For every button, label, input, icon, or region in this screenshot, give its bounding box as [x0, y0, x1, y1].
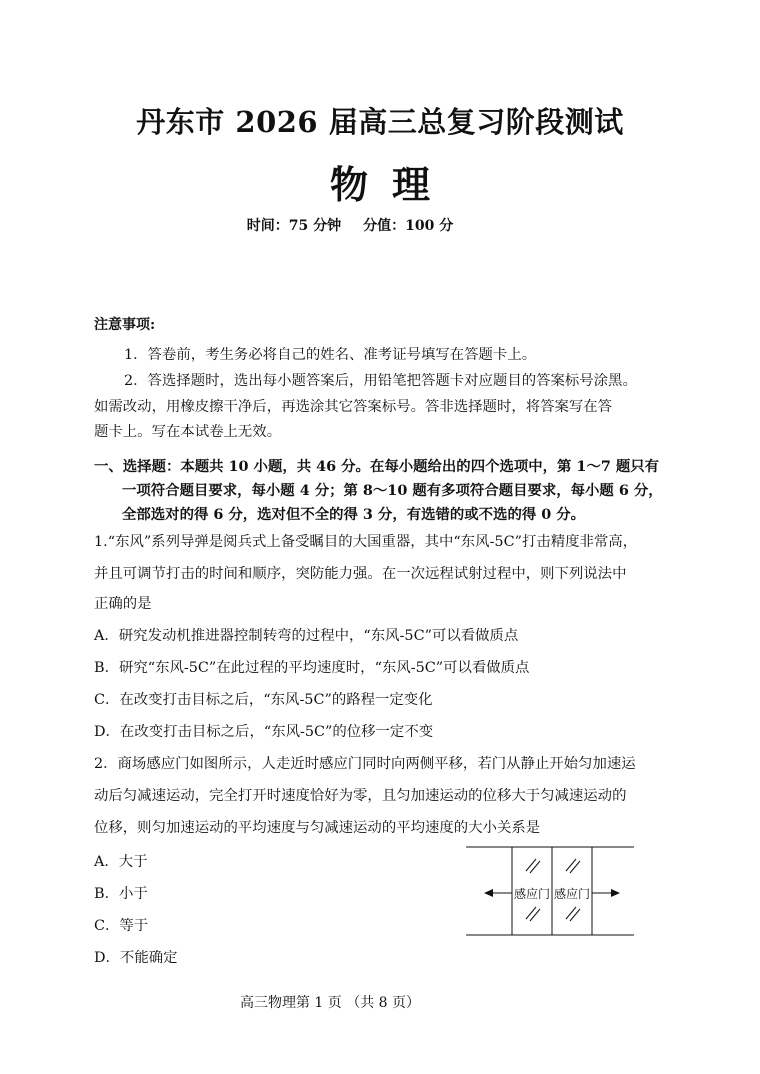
q1-stem-line-1: 1.“东风”系列导弹是阅兵式上备受瞩目的大国重器，其中“东风-5C”打击精度非常高，: [94, 534, 638, 550]
exam-title: 丹东市 2026 届高三总复习阶段测试: [136, 105, 624, 139]
page-footer: 高三物理第 1 页 （共 8 页）: [239, 995, 421, 1011]
notice-line-4: 题卡上。写在本试卷上无效。: [94, 424, 282, 440]
q2-option-c: C．等于: [94, 918, 149, 934]
q1-option-d: D．在改变打击目标之后，“东风-5C”的位移一定不变: [94, 724, 434, 740]
sensor-door-diagram: [462, 843, 638, 939]
door-left-label: 感应门: [513, 887, 551, 901]
exam-time: 时间：75 分钟: [246, 218, 342, 234]
q2-stem-line-3: 位移，则匀加速运动的平均速度与匀减速运动的平均速度的大小关系是: [94, 820, 541, 836]
q1-option-a: A．研究发动机推进器控制转弯的过程中，“东风-5C”可以看做质点: [94, 628, 519, 644]
notice-line-3: 如需改动，用橡皮擦干净后，再选涂其它答案标号。答非选择题时，将答案写在答: [94, 399, 613, 415]
section-1-line-1: 一、选择题：本题共 10 小题，共 46 分。在每小题给出的四个选项中，第 1～7 题只有: [94, 458, 660, 475]
exam-meta: [0, 215, 700, 235]
q2-stem-line-1: 2．商场感应门如图所示，人走近时感应门同时向两侧平移，若门从静止开始匀加速运: [94, 756, 636, 772]
q2-option-b: B．小于: [94, 886, 148, 902]
left-arrow-icon: [484, 889, 493, 897]
q1-stem-line-2: 并且可调节打击的时间和顺序，突防能力强。在一次远程试射过程中，则下列说法中: [94, 566, 627, 582]
q2-option-a: A．大于: [94, 854, 148, 870]
notice-line-1: 1．答卷前，考生务必将自己的姓名、准考证号填写在答题卡上。: [124, 347, 537, 363]
door-right-label: 感应门: [553, 887, 591, 901]
section-1-line-3: 全部选对的得 6 分，选对但不全的得 3 分，有选错的或不选的得 0 分。: [122, 506, 586, 523]
right-arrow-icon: [611, 889, 620, 897]
q1-option-b: B．研究“东风-5C”在此过程的平均速度时，“东风-5C”可以看做质点: [94, 660, 530, 676]
notice-heading: 注意事项:: [94, 317, 156, 333]
q1-option-c: C．在改变打击目标之后，“东风-5C”的路程一定变化: [94, 692, 433, 708]
exam-score: 分值：100 分: [363, 218, 454, 234]
q2-option-d: D．不能确定: [94, 950, 178, 966]
section-1-line-2: 一项符合题目要求，每小题 4 分；第 8～10 题有多项符合题目要求，每小题 6 分，: [122, 482, 663, 499]
subject-title: 物理: [329, 162, 454, 207]
q2-stem-line-2: 动后匀减速运动，完全打开时速度恰好为零，且匀加速运动的位移大于匀减速运动的: [94, 788, 627, 804]
q1-stem-line-3: 正确的是: [94, 596, 152, 612]
notice-line-2: 2．答选择题时，选出每小题答案后，用铅笔把答题卡对应题目的答案标号涂黑。: [124, 373, 637, 389]
